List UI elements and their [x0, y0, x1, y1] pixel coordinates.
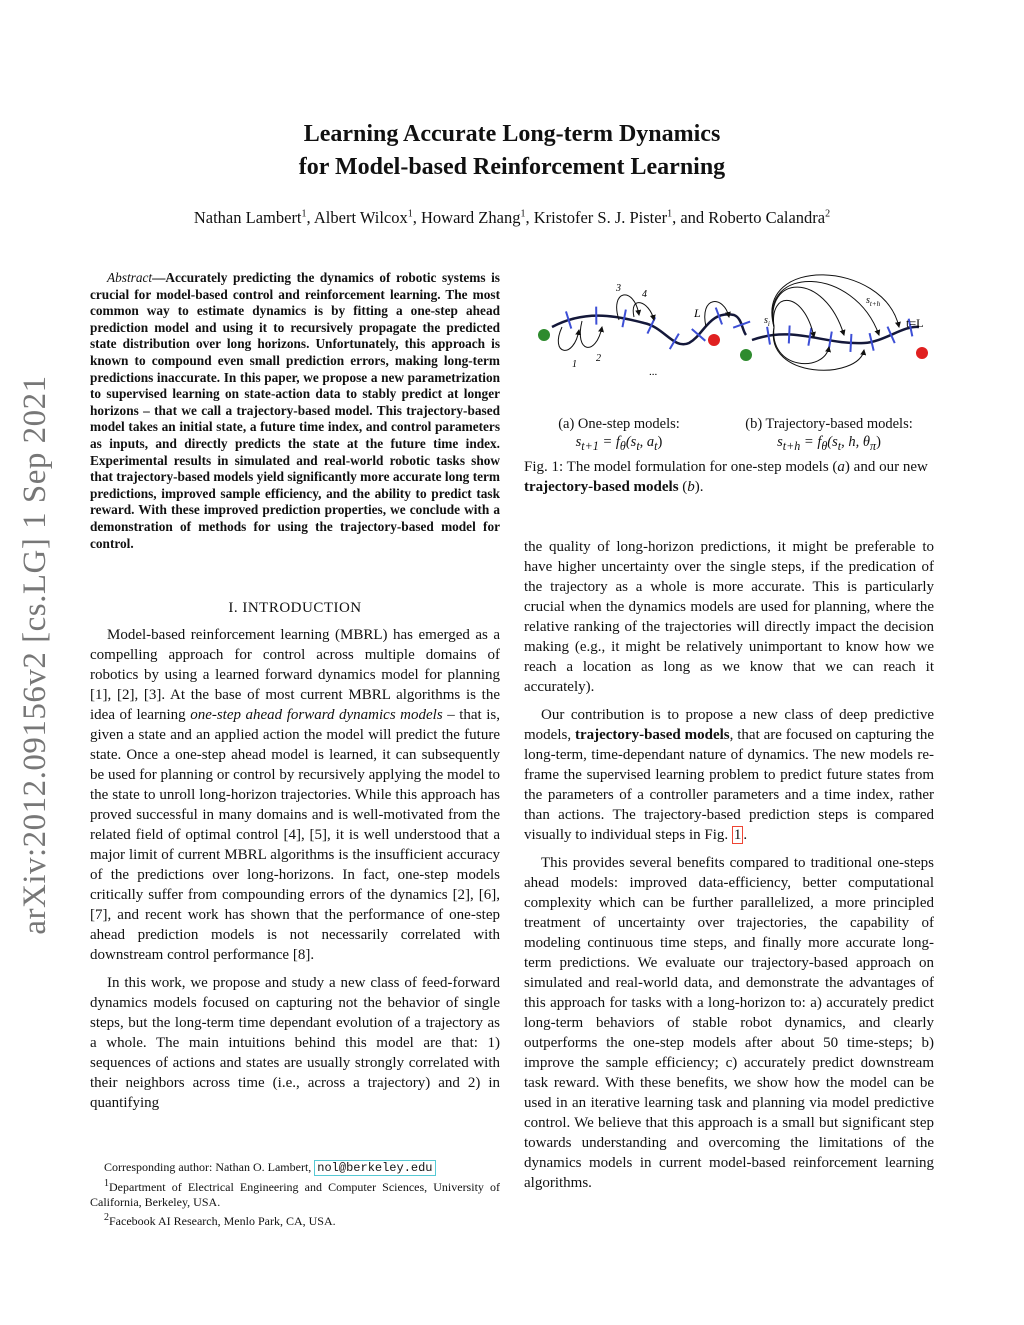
author-name: Kristofer S. J. Pister — [533, 208, 668, 227]
step-label-3: 3 — [616, 283, 621, 294]
author-affiliation-mark: 1 — [301, 208, 307, 220]
abstract-dash: — — [152, 270, 166, 285]
paper-title — [0, 118, 1024, 184]
label-s-i: $s_i$ — [764, 315, 770, 328]
intro-p1-text-a: Model-based reinforcement learning (MBRL) has emerged as a compelling approach for control across multiple domains of robotics by using a learned forward dynamics model for planning [1], [2], [3]. At the base of most current MBRL algorithms is the idea of learning — [90, 627, 500, 723]
footnotes — [90, 1160, 500, 1229]
corr-label: Corresponding author: Nathan O. Lambert, — [104, 1160, 315, 1174]
label-s-t-plus-h: $s_{t+h}$ — [866, 295, 881, 308]
email-link[interactable]: nol@berkeley.edu — [314, 1160, 435, 1176]
step-label-2: 2 — [596, 353, 601, 364]
horizon-label-L: L — [694, 306, 701, 320]
title-line-1: Learning Accurate Long-term Dynamics — [303, 121, 721, 147]
corresponding-author — [90, 1160, 500, 1176]
long-arrow-5 — [774, 327, 829, 364]
subcaption-b-label: (b) Trajectory-based models: — [745, 416, 913, 432]
one-step-diagram — [538, 283, 750, 378]
long-arrow-4 — [774, 300, 814, 337]
trajectory-step-tick — [789, 325, 790, 343]
step-arrow-3 — [617, 295, 639, 320]
trajectory-based-diagram — [740, 275, 928, 370]
author-list: Nathan Lambert$^1$, Albert Wilcox$^1$, Howard Zhang$^1$, Kristofer S. J. Pister$^1$, and Roberto Calandra$^2$ — [193, 208, 831, 227]
author-name: Howard Zhang — [421, 208, 521, 227]
right-paragraph-1: the quality of long-horizon predictions, it might be preferable to have higher uncertainty over the single steps, if the predication of the trajectory as a whole is more accurate. This is particularly crucial when the dynamics models are used for planning, where the relative ranking of the trajectories will directly impact the decision making (e.g., it might be relatively unimportant to know how we reach a location as long as we know that we can reach it accurately). — [524, 539, 934, 695]
abstract-text: Accurately predicting the dynamics of robotic systems is crucial for model-based control and reinforcement learning. The most common way to estimate dynamics is by fitting a one-step ahead prediction model and using it to recursively propagate the predicted state distribution over long horizons. Unfortunately, this approach is known to compound even small prediction errors, making long-term predictions inaccurate. In this paper, we propose a new parametrization to supervised learning on state-action data to stably predict at longer horizons – that we call a trajectory-based model. This trajectory-based model takes an initial state, a future time index, and control parameters as inputs, and directly predicts the state at the future time index. Experimental results in simulated and real-world robotic tasks show that trajectory-based models yield significantly more accurate long term predictions, improved sample efficiency, and the ability to predict task reward. With these improved prediction properties, we conclude with a demonstration of methods for using the trajectory-based model for control. — [90, 270, 500, 551]
figure-1-caption: Fig. 1: The model formulation for one-step models (a) and our new trajectory-based models (b). — [524, 459, 928, 495]
author-affiliation-mark: 2 — [825, 208, 831, 220]
one-step-ticks — [566, 307, 750, 349]
footnote-1-mark: 1 — [104, 1178, 109, 1189]
abstract-label: Abstract — [107, 270, 153, 285]
end-state-dot-b — [916, 347, 928, 359]
start-state-dot-b — [740, 349, 752, 361]
subcaption-a-label: (a) One-step models: — [558, 416, 680, 432]
trajectory-step-tick — [767, 327, 770, 345]
section-heading-introduction: I. INTRODUCTION — [228, 600, 362, 616]
footnote-1 — [90, 1176, 500, 1210]
step-arrow-1 — [558, 327, 579, 350]
right-paragraph-3: This provides several benefits compared to traditional one-steps ahead models: improved data-efficiency, better computational complexity which can be further parallelized, a more principled treatment of uncertainty over trajectories, the capability of modeling continuous time steps, and finally more accurate long-term predictions. We evaluate our trajectory-based approach on simulated and real-world data, and demonstrate the advantages of this approach for tasks with a long-horizon to: a) accurately predict long-term behaviors of stable robot dynamics, and clearly outperforms the one-step models after about 50 time-steps; b) improve the sample efficiency; c) accurately predict downstream task reward. With these benefits, we show how the model can be used in an iterative learning task and planning via model predictive control. We believe that this approach is a small but significant step towards understanding and overcoming the limitations of the dynamics models in current model-based reinforcement learning algorithms. — [524, 855, 934, 1191]
intro-paragraph-2: In this work, we propose and study a new class of feed-forward dynamics models focused on capturing not the behavior of single steps, but the long-term time dependant evolution of a trajectory as a whole. The main intuitions behind this model are that: 1) sequences of actions and states are usually strongly correlated with their neighbors across time (i.e., across a trajectory) and 2) in quantifying — [90, 975, 500, 1111]
footnote-2 — [90, 1210, 500, 1229]
step-label-4: 4 — [642, 289, 647, 300]
end-state-dot — [708, 334, 720, 346]
intro-paragraph-1 — [90, 625, 500, 965]
author-name: Albert Wilcox — [313, 208, 408, 227]
subcaption-b — [724, 415, 934, 455]
right-paragraph-2: Our contribution is to propose a new class of deep predictive models, trajectory-based models, that are focused on capturing the long-term, time-dependant nature of dynamics. The new models re-frame the supervised learning problem to predict future states from the parameters of a controller parameters and a time index, rather than actions. The trajectory-based prediction steps is compared visually to individual steps in Fig. 1 . — [524, 707, 934, 843]
figure-ref-link[interactable]: 1 — [733, 827, 742, 843]
trajectory-step-tick — [850, 334, 851, 352]
author-name: Nathan Lambert — [193, 208, 302, 227]
subcaption-a-formula: $s_{t+1} = f_\theta(s_t$, $a_t$) — [575, 434, 663, 453]
step-arrow-2 — [580, 321, 602, 347]
left-column-body — [90, 625, 500, 1113]
subcaption-b-formula: $s_{t+h} = f_\theta(s_t$, h, $\theta_\pi$) — [777, 434, 881, 453]
trajectory-step-tick — [670, 334, 679, 350]
right-column-body — [524, 537, 934, 1193]
intro-p1-text-b: – that is, given a state and an applied action the model will predict the future state. Once a one-step ahead model is learned, it can subsequently be used for planning or control by recursively applying the model to the state to unroll long-horizon trajectories. While this approach has proved successful in many domains and is well-motivated from the related field of optimal control [4], [5], it is well understood that a major limit of current MBRL algorithms is the insufficient accuracy of the predictions over long-horizons. In fact, one-step models critically suffer from compounding errors of the dynamics [2], [6], [7], and recent work has shown that the performance of one-step ahead prediction models is not necessarily correlated with downstream control performance [8]. — [90, 707, 500, 963]
intro-p1-emphasis: one-step ahead forward dynamics models — [190, 707, 443, 723]
arxiv-stamp: arXiv:2012.09156v2 [cs.LG] 1 Sep 2021 — [17, 375, 53, 935]
abstract — [90, 270, 500, 552]
subcaptions — [524, 415, 934, 455]
footnote-2-text: Facebook AI Research, Menlo Park, CA, USA. — [109, 1214, 336, 1228]
title-line-2: for Model-based Reinforcement Learning — [298, 154, 726, 180]
subcaption-a — [524, 415, 714, 455]
long-arrow-1 — [773, 287, 844, 335]
footnote-2-mark: 2 — [104, 1212, 109, 1223]
author-affiliation-mark: 1 — [407, 208, 413, 220]
label-t-equals-L: t=L — [906, 316, 924, 330]
footnote-1-text: Department of Electrical Engineering and Computer Sciences, University of California, Berkeley, USA. — [90, 1180, 500, 1209]
author-affiliation-mark: 1 — [520, 208, 526, 220]
author-affiliation-mark: 1 — [667, 208, 673, 220]
step-label-1: 1 — [572, 359, 577, 370]
figure-1 — [524, 255, 934, 453]
step-label-dots: ... — [649, 366, 658, 378]
start-state-dot — [538, 329, 550, 341]
long-arrow-2 — [772, 281, 879, 335]
author-name: Roberto Calandra — [708, 208, 826, 227]
figure-1-diagram — [524, 255, 934, 380]
